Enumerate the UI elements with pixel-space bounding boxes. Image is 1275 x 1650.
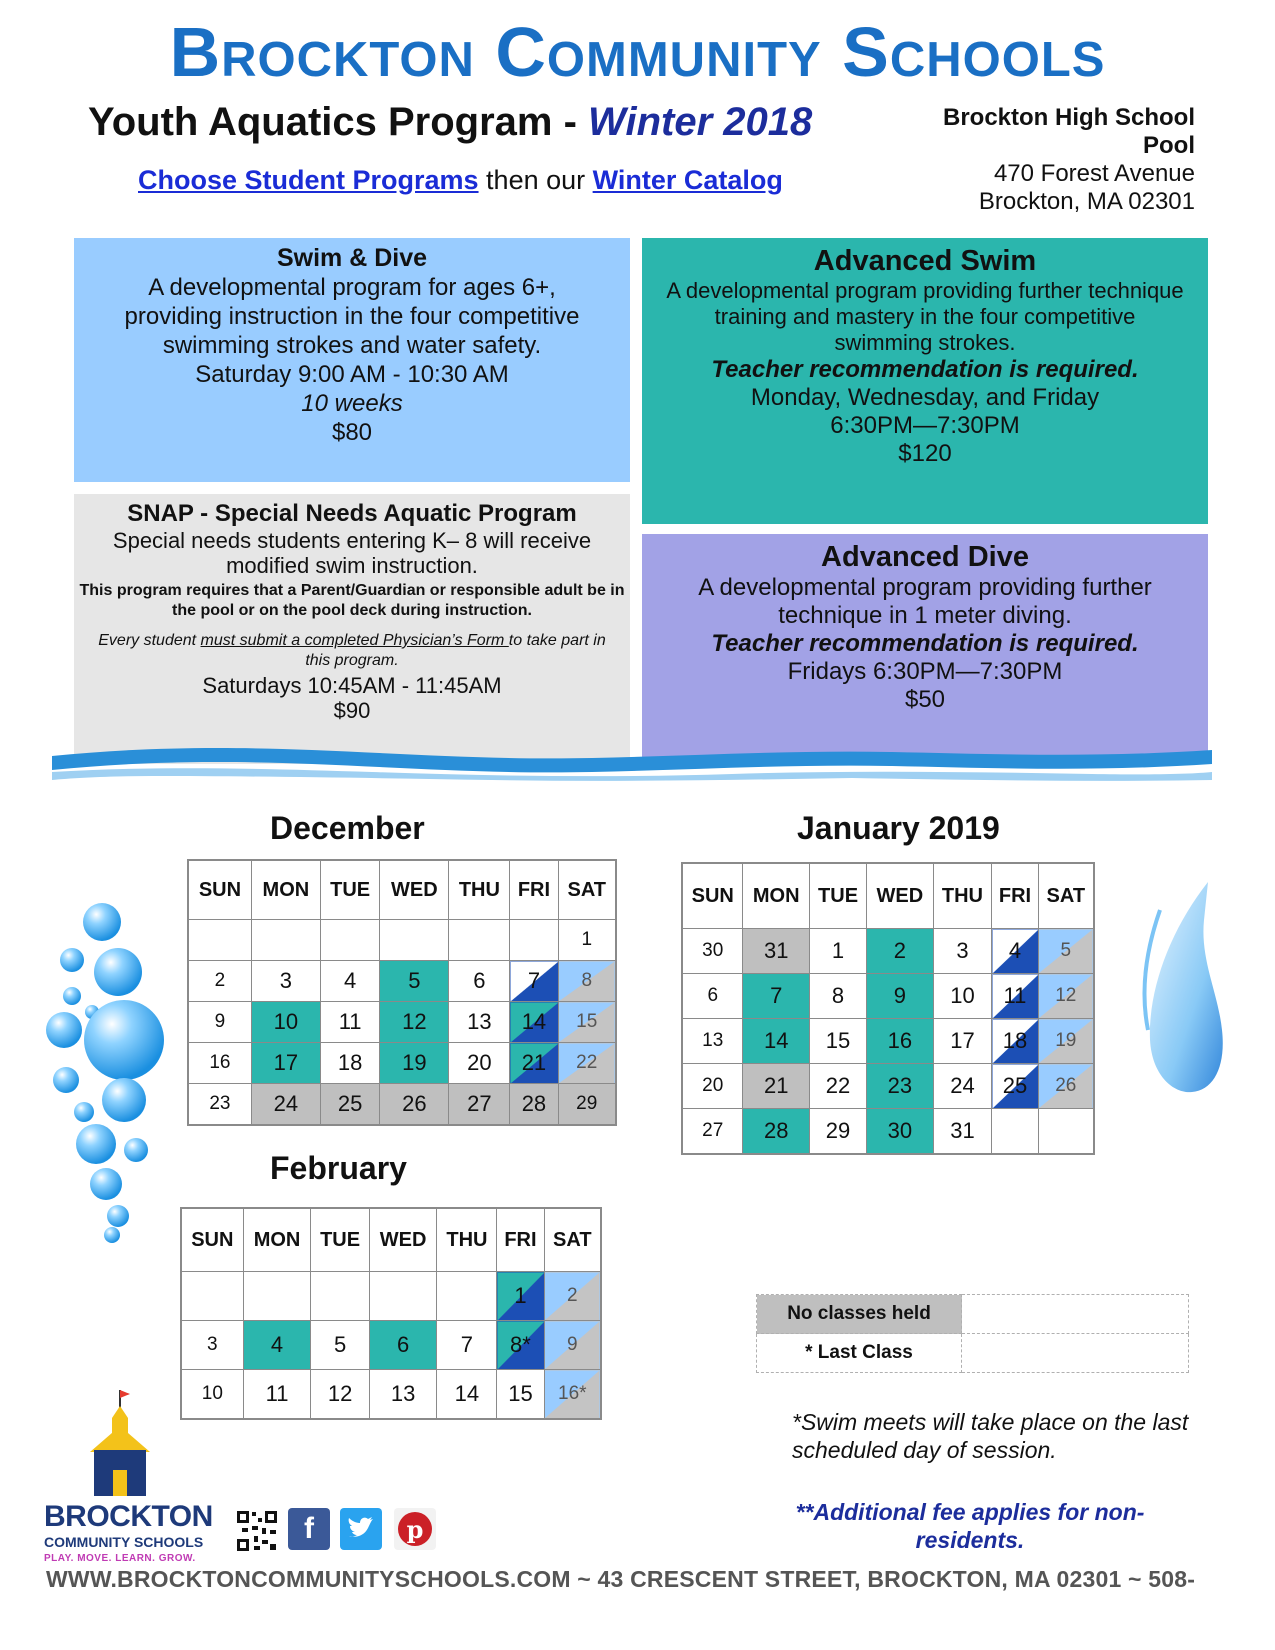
calendar-day-cell — [181, 1272, 243, 1321]
calendar-day-cell: 13 — [449, 1002, 510, 1043]
logo-name: BROCKTON — [44, 1500, 213, 1533]
venue-address — [875, 104, 1195, 216]
snap-guardian-note: This program requires that a Parent/Guardian or responsible adult be in the pool or on the pool deck during instruction. — [79, 582, 625, 619]
calendar-day-cell: 8 — [558, 961, 616, 1002]
advanced-dive-box — [642, 534, 1208, 764]
calendar-day-cell: 8 — [809, 974, 866, 1019]
school-house-icon — [88, 1388, 152, 1498]
calendar-day-cell: 12 — [380, 1002, 449, 1043]
page-title: Brockton Community Schools — [169, 13, 1106, 91]
student-programs-link[interactable]: Choose Student Programs — [138, 165, 479, 195]
calendar-day-cell: 23 — [867, 1064, 933, 1109]
calendar-day-cell: 25 — [320, 1084, 379, 1126]
calendar-day-cell: 29 — [809, 1109, 866, 1155]
nonresident-fee-note: **Additional fee applies for non-residents. — [795, 1499, 1145, 1553]
calendar-day-cell: 14 — [437, 1370, 497, 1420]
snap-physician-pre: Every student — [98, 632, 201, 649]
weekday-header-row — [188, 860, 616, 920]
calendar-day-cell — [320, 920, 379, 961]
subtitle-season: Winter 2018 — [588, 100, 813, 144]
wave-icon — [52, 742, 1212, 782]
calendar-day-cell: 1 — [809, 929, 866, 974]
calendar-day-cell: 27 — [449, 1084, 510, 1126]
weekday-mon: MON — [251, 860, 320, 920]
pinterest-icon[interactable] — [394, 1508, 436, 1550]
calendar-day-cell: 11 — [992, 974, 1038, 1019]
calendar-day-cell: 18 — [992, 1019, 1038, 1064]
calendar-week-row — [188, 1002, 616, 1043]
swim-dive-desc1: A developmental program for ages 6+, — [148, 274, 556, 301]
weekday-thu: THU — [437, 1208, 497, 1272]
facebook-icon[interactable]: f — [288, 1508, 330, 1550]
calendar-day-cell: 29 — [558, 1084, 616, 1126]
weekday-thu: THU — [933, 863, 992, 929]
calendar-day-cell: 25 — [992, 1064, 1038, 1109]
calendar-day-cell: 28 — [743, 1109, 809, 1155]
calendar-day-cell: 24 — [251, 1084, 320, 1126]
legend-table — [756, 1294, 1189, 1373]
calendar-week-row — [682, 1064, 1094, 1109]
calendar-day-cell: 16* — [544, 1370, 601, 1420]
weekday-thu: THU — [449, 860, 510, 920]
calendar-day-cell — [510, 920, 558, 961]
advanced-swim-time: 6:30PM—7:30PM — [830, 412, 1020, 439]
calendar-day-cell: 5 — [311, 1321, 369, 1370]
calendar-day-cell: 7 — [437, 1321, 497, 1370]
calendar-day-cell: 18 — [320, 1043, 379, 1084]
logo-tagline: PLAY. MOVE. LEARN. GROW. — [44, 1553, 196, 1564]
calendar-day-cell: 2 — [188, 961, 251, 1002]
weekday-sun: SUN — [682, 863, 743, 929]
legend-no-classes-blank — [962, 1295, 1189, 1334]
calendar-day-cell: 16 — [867, 1019, 933, 1064]
calendar-day-cell: 5 — [380, 961, 449, 1002]
weekday-sun: SUN — [181, 1208, 243, 1272]
snap-title: SNAP - Special Needs Aquatic Program — [127, 500, 577, 527]
calendar-day-cell: 13 — [369, 1370, 437, 1420]
calendar-day-cell: 8* — [497, 1321, 544, 1370]
swim-meet-note: *Swim meets will take place on the last scheduled day of session. — [792, 1409, 1189, 1463]
twitter-icon[interactable] — [340, 1508, 382, 1550]
calendar-day-cell: 1 — [497, 1272, 544, 1321]
weekday-header-row — [181, 1208, 601, 1272]
snap-price: $90 — [333, 698, 371, 723]
calendar-day-cell: 3 — [251, 961, 320, 1002]
swim-dive-title: Swim & Dive — [276, 244, 428, 272]
calendar-day-cell: 15 — [558, 1002, 616, 1043]
venue-street: 470 Forest Avenue — [993, 160, 1195, 187]
calendar-day-cell — [992, 1109, 1038, 1155]
physician-form-link[interactable]: must submit a completed Physician’s Form — [200, 632, 509, 649]
advanced-swim-requirement: Teacher recommendation is required. — [711, 356, 1139, 383]
swim-dive-box — [74, 238, 630, 482]
advanced-dive-desc1: A developmental program providing further — [698, 574, 1152, 601]
advanced-dive-desc2: technique in 1 meter diving. — [778, 602, 1072, 629]
calendar-day-cell: 6 — [369, 1321, 437, 1370]
calendar-day-cell: 11 — [320, 1002, 379, 1043]
calendar-day-cell — [188, 920, 251, 961]
calendar-day-cell: 17 — [933, 1019, 992, 1064]
calendar-day-cell: 7 — [510, 961, 558, 1002]
calendar-day-cell: 31 — [933, 1109, 992, 1155]
water-bubbles-icon — [36, 900, 176, 1245]
calendar-week-row — [188, 1084, 616, 1126]
swim-dive-desc2: providing instruction in the four competitive — [124, 303, 580, 330]
weekday-fri: FRI — [510, 860, 558, 920]
swim-dive-desc3: swimming strokes and water safety. — [162, 332, 542, 359]
december-calendar — [187, 859, 617, 1126]
weekday-mon: MON — [243, 1208, 311, 1272]
venue-city: Brockton, MA 02301 — [978, 188, 1195, 215]
snap-physician-note — [86, 631, 618, 671]
weekday-wed: WED — [369, 1208, 437, 1272]
december-title: December — [270, 810, 425, 846]
venue-name-line2: Pool — [1143, 132, 1195, 159]
calendar-day-cell: 21 — [510, 1043, 558, 1084]
calendar-week-row — [181, 1272, 601, 1321]
qr-code-icon[interactable] — [236, 1510, 278, 1552]
weekday-mon: MON — [743, 863, 809, 929]
calendar-day-cell: 3 — [181, 1321, 243, 1370]
advanced-swim-price: $120 — [898, 440, 952, 467]
calendar-day-cell: 20 — [449, 1043, 510, 1084]
calendar-day-cell: 2 — [867, 929, 933, 974]
legend-last-class-blank — [962, 1334, 1189, 1373]
weekday-header-row — [682, 863, 1094, 929]
calendar-day-cell: 5 — [1038, 929, 1094, 974]
calendar-day-cell: 24 — [933, 1064, 992, 1109]
calendar-day-cell: 30 — [867, 1109, 933, 1155]
calendar-day-cell: 28 — [510, 1084, 558, 1126]
calendar-day-cell: 9 — [544, 1321, 601, 1370]
calendar-day-cell: 31 — [743, 929, 809, 974]
swim-dive-schedule: Saturday 9:00 AM - 10:30 AM — [195, 361, 509, 388]
calendar-day-cell: 15 — [809, 1019, 866, 1064]
calendar-day-cell: 14 — [510, 1002, 558, 1043]
snap-desc1: Special needs students entering K– 8 will receive — [112, 528, 592, 553]
calendar-day-cell: 15 — [497, 1370, 544, 1420]
january-calendar — [681, 862, 1095, 1155]
calendar-day-cell — [380, 920, 449, 961]
catalog-instructions — [138, 165, 783, 196]
calendar-day-cell: 14 — [743, 1019, 809, 1064]
calendar-week-row — [682, 974, 1094, 1019]
february-calendar — [180, 1207, 602, 1420]
calendar-day-cell: 1 — [558, 920, 616, 961]
calendar-day-cell: 4 — [320, 961, 379, 1002]
weekday-wed: WED — [867, 863, 933, 929]
calendar-week-row — [682, 929, 1094, 974]
calendar-day-cell: 3 — [933, 929, 992, 974]
advanced-swim-title: Advanced Swim — [813, 245, 1037, 277]
calendar-week-row — [181, 1370, 601, 1420]
calendar-day-cell: 27 — [682, 1109, 743, 1155]
calendar-day-cell — [1038, 1109, 1094, 1155]
calendar-day-cell: 11 — [243, 1370, 311, 1420]
snap-physician-post: to take part in this program. — [305, 632, 606, 669]
swim-dive-duration: 10 weeks — [301, 390, 403, 417]
january-title: January 2019 — [797, 810, 1000, 846]
calendar-day-cell: 17 — [251, 1043, 320, 1084]
advanced-swim-days: Monday, Wednesday, and Friday — [750, 384, 1100, 411]
calendar-day-cell — [449, 920, 510, 961]
calendar-day-cell: 26 — [380, 1084, 449, 1126]
calendar-day-cell: 12 — [311, 1370, 369, 1420]
advanced-swim-desc2: training and mastery in the four competitive — [714, 304, 1136, 329]
calendar-day-cell — [437, 1272, 497, 1321]
calendar-day-cell: 22 — [809, 1064, 866, 1109]
advanced-dive-requirement: Teacher recommendation is required. — [711, 630, 1139, 657]
calendar-day-cell: 30 — [682, 929, 743, 974]
swim-dive-price: $80 — [331, 419, 373, 446]
calendar-week-row — [682, 1109, 1094, 1155]
program-subtitle — [88, 100, 812, 145]
advanced-dive-title: Advanced Dive — [821, 541, 1029, 573]
calendar-week-row — [188, 1043, 616, 1084]
calendar-day-cell: 13 — [682, 1019, 743, 1064]
calendar-day-cell — [243, 1272, 311, 1321]
snap-desc2: modified swim instruction. — [226, 553, 478, 578]
calendar-week-row — [682, 1019, 1094, 1064]
legend-last-class: * Last Class — [757, 1334, 962, 1373]
calendar-day-cell: 19 — [380, 1043, 449, 1084]
advanced-swim-desc3: swimming strokes. — [834, 330, 1016, 355]
venue-name-line1: Brockton High School — [943, 104, 1195, 131]
subtitle-main: Youth Aquatics Program - — [88, 100, 589, 144]
calendar-day-cell: 6 — [449, 961, 510, 1002]
advanced-swim-box — [642, 238, 1208, 524]
weekday-sat: SAT — [558, 860, 616, 920]
calendar-day-cell: 4 — [992, 929, 1038, 974]
calendar-day-cell: 6 — [682, 974, 743, 1019]
calendar-day-cell: 10 — [181, 1370, 243, 1420]
calendar-day-cell — [251, 920, 320, 961]
choose-mid-text: then our — [478, 165, 593, 195]
calendar-day-cell: 23 — [188, 1084, 251, 1126]
advanced-swim-desc1: A developmental program providing further technique — [666, 278, 1184, 303]
water-drop-icon — [1130, 880, 1230, 1100]
calendar-day-cell: 4 — [243, 1321, 311, 1370]
calendar-day-cell: 22 — [558, 1043, 616, 1084]
february-title: February — [270, 1150, 407, 1186]
calendar-day-cell — [369, 1272, 437, 1321]
calendar-week-row — [188, 961, 616, 1002]
weekday-sat: SAT — [1038, 863, 1094, 929]
snap-schedule: Saturdays 10:45AM - 11:45AM — [202, 673, 502, 698]
footer-address: WWW.BROCKTONCOMMUNITYSCHOOLS.COM ~ 43 CRESCENT STREET, BROCKTON, MA 02301 ~ 508- — [46, 1566, 1196, 1592]
calendar-day-cell: 12 — [1038, 974, 1094, 1019]
calendar-day-cell: 10 — [251, 1002, 320, 1043]
weekday-wed: WED — [380, 860, 449, 920]
calendar-day-cell: 26 — [1038, 1064, 1094, 1109]
svg-text:p: p — [406, 1515, 424, 1544]
calendar-day-cell: 20 — [682, 1064, 743, 1109]
weekday-fri: FRI — [992, 863, 1038, 929]
calendar-week-row — [188, 920, 616, 961]
advanced-dive-schedule: Fridays 6:30PM—7:30PM — [787, 658, 1063, 685]
calendar-day-cell: 9 — [867, 974, 933, 1019]
weekday-tue: TUE — [809, 863, 866, 929]
weekday-tue: TUE — [311, 1208, 369, 1272]
calendar-day-cell: 7 — [743, 974, 809, 1019]
winter-catalog-link[interactable]: Winter Catalog — [592, 165, 783, 195]
calendar-day-cell: 19 — [1038, 1019, 1094, 1064]
legend-no-classes: No classes held — [757, 1295, 962, 1334]
calendar-day-cell: 10 — [933, 974, 992, 1019]
logo-subtitle: COMMUNITY SCHOOLS — [44, 1534, 204, 1550]
calendar-day-cell — [311, 1272, 369, 1321]
calendar-day-cell: 2 — [544, 1272, 601, 1321]
weekday-fri: FRI — [497, 1208, 544, 1272]
weekday-sun: SUN — [188, 860, 251, 920]
calendar-day-cell: 21 — [743, 1064, 809, 1109]
snap-box — [74, 494, 630, 764]
weekday-sat: SAT — [544, 1208, 601, 1272]
weekday-tue: TUE — [320, 860, 379, 920]
calendar-week-row — [181, 1321, 601, 1370]
calendar-day-cell: 16 — [188, 1043, 251, 1084]
advanced-dive-price: $50 — [904, 686, 946, 713]
calendar-day-cell: 9 — [188, 1002, 251, 1043]
